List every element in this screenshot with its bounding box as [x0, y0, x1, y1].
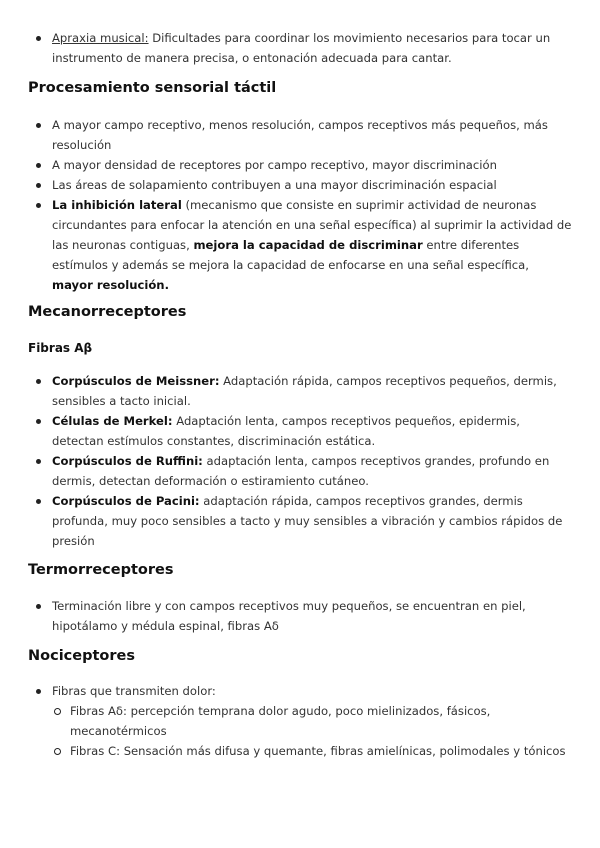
- list-item: [0, 681, 600, 761]
- list-item-apraxia: [0, 28, 600, 68]
- heading-mecano: Mecanorreceptores: [28, 304, 187, 320]
- item-text: adaptación lenta, campos receptivos grandes, profundo en dermis, detectan deformación o estiramiento cutáneo.: [52, 454, 550, 488]
- tactil-list: [0, 115, 600, 295]
- heading-termo: Termorreceptores: [28, 562, 174, 578]
- apraxia-text: Dificultades para coordinar los movimiento necesarios para tocar un instrumento de manera precisa, o entonación adecuada para cantar.: [52, 31, 551, 65]
- termo-list: [0, 596, 600, 636]
- list-item-ruffini: [0, 451, 600, 491]
- apraxia-term: Apraxia musical:: [52, 31, 149, 45]
- bold-text: mayor resolución.: [52, 278, 169, 292]
- list-item-pacini: [0, 491, 600, 551]
- bold-text: mejora la capacidad de discriminar: [193, 238, 423, 252]
- item-term: Corpúsculos de Pacini:: [52, 494, 200, 508]
- subheading-fibras: Fibras Aβ: [28, 341, 93, 355]
- list-item: A mayor campo receptivo, menos resolución, campos receptivos más pequeños, más resolución: [0, 115, 600, 155]
- list-item-merkel: [0, 411, 600, 451]
- list-item: A mayor densidad de receptores por campo receptivo, mayor discriminación: [0, 155, 600, 175]
- item-text: adaptación rápida, campos receptivos grandes, dermis profunda, muy poco sensibles a tacto y muy sensibles a vibración y cambios rápidos de presión: [52, 494, 563, 548]
- apraxia-list: [0, 28, 600, 68]
- sub-list-item: Fibras Aδ: percepción temprana dolor agudo, poco mielinizados, fásicos, mecanotérmicos: [52, 701, 572, 741]
- item-term: Células de Merkel:: [52, 414, 173, 428]
- sub-list: [52, 701, 572, 761]
- item-text: Adaptación lenta, campos receptivos pequeños, epidermis, detectan estímulos constantes, discriminación estática.: [52, 414, 520, 448]
- list-item: Las áreas de solapamiento contribuyen a una mayor discriminación espacial: [0, 175, 600, 195]
- sub-list-item: Fibras C: Sensación más difusa y quemante, fibras amielínicas, polimodales y tónicos: [52, 741, 572, 761]
- item-term: Corpúsculos de Ruffini:: [52, 454, 203, 468]
- item-text: Adaptación rápida, campos receptivos pequeños, dermis, sensibles a tacto inicial.: [52, 374, 557, 408]
- heading-noci: Nociceptores: [28, 648, 135, 664]
- noci-list: [0, 681, 600, 761]
- item-text: Fibras que transmiten dolor:: [52, 684, 216, 698]
- heading-tactil: Procesamiento sensorial táctil: [28, 80, 277, 96]
- bold-text: La inhibición lateral: [52, 198, 182, 212]
- list-item-inhibicion: [0, 195, 600, 295]
- body-text: (mecanismo que consiste en suprimir actividad de neuronas circundantes para enfocar la atención en una señal específica) al suprimir la actividad de las neuronas contiguas,: [52, 198, 572, 252]
- list-item-meissner: [0, 371, 600, 411]
- list-item: Terminación libre y con campos receptivos muy pequeños, se encuentran en piel, hipotálamo y médula espinal, fibras Aδ: [0, 596, 600, 636]
- body-text: entre diferentes estímulos y además se mejora la capacidad de enfocarse en una señal específica,: [52, 238, 529, 272]
- mecano-list: [0, 371, 600, 551]
- item-term: Corpúsculos de Meissner:: [52, 374, 220, 388]
